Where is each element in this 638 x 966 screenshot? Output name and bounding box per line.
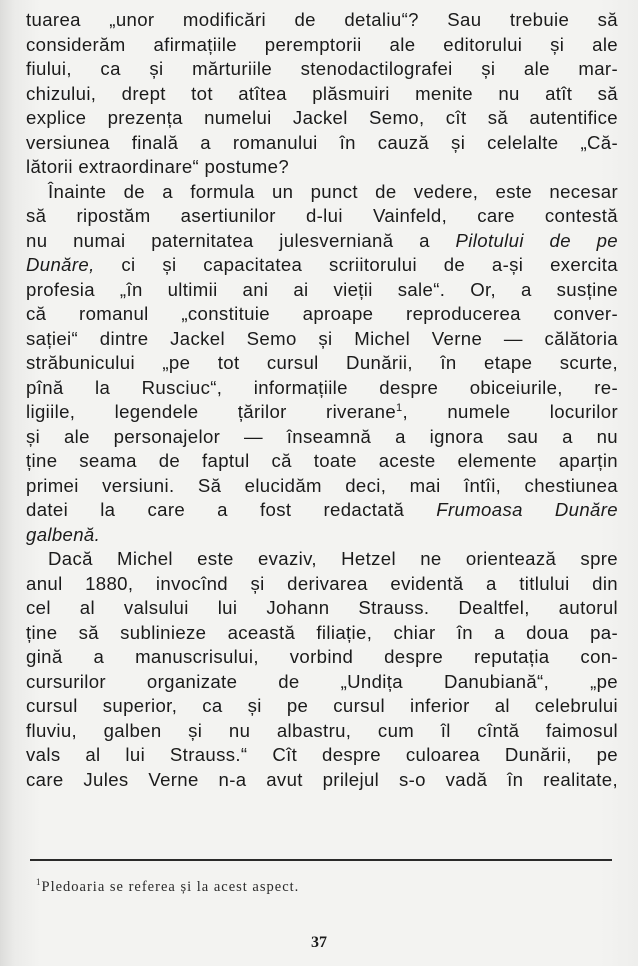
text-line — [26, 57, 618, 82]
text-segment: ligiile, legendele țărilor riverane — [26, 401, 397, 422]
text-line — [26, 33, 618, 58]
text-segment: nu numai paternitatea julesverniană a — [26, 229, 456, 251]
paragraph-start-line — [26, 547, 618, 572]
text-line — [26, 523, 618, 548]
footnote — [36, 879, 299, 896]
text-line — [26, 474, 618, 499]
text-line — [26, 82, 618, 107]
text-line — [26, 743, 618, 768]
text-segment: primei versiuni. Să elucidăm deci, mai întîi, chestiunea — [26, 474, 618, 496]
text-segment: chizului, drept tot atîtea plăsmuiri menite nu atît să — [26, 82, 618, 104]
text-segment: fluviu, galben și nu albastru, cum îl cîntă faimosul — [26, 719, 618, 741]
text-segment: că romanul „constituie aproape reproducerea conver- — [26, 303, 618, 324]
text-line — [26, 327, 618, 352]
book-title-italic: Pilotului de pe — [455, 229, 618, 251]
text-segment: cursurilor organizate de „Undița Danubiană“, „pe — [26, 670, 618, 692]
page-number: 37 — [311, 934, 327, 951]
text-segment: , numele locurilor — [402, 401, 618, 422]
text-segment: pînă la Rusciuc“, informațiile despre obiceiurile, re- — [26, 376, 618, 398]
text-segment: lătorii extraordinare“ postume? — [26, 156, 290, 177]
text-line — [26, 400, 618, 425]
text-segment: considerăm afirmațiile peremptorii ale editorului și ale — [26, 33, 618, 55]
text-line — [26, 449, 618, 474]
book-title-italic: Dunăre, — [26, 254, 95, 275]
text-line — [26, 572, 618, 597]
text-segment: Dacă Michel este evaziv, Hetzel ne orientează spre — [48, 548, 618, 569]
footnote-divider — [30, 859, 612, 861]
text-segment: tuarea „unor modificări de detaliu“? Sau trebuie să — [26, 9, 618, 30]
paragraph-start-line — [26, 180, 618, 205]
book-title-italic: galbenă. — [26, 523, 101, 545]
text-line — [26, 131, 618, 156]
text-line — [26, 645, 618, 670]
footnote-reference: 1 — [396, 401, 403, 414]
footnote-marker: 1 — [36, 877, 42, 888]
text-line — [26, 498, 618, 523]
text-segment: datei la care a fost redactată — [26, 499, 437, 520]
text-line — [26, 204, 618, 229]
text-segment: Înainte de a formula un punct de vedere, este necesar — [48, 180, 618, 202]
text-segment: și ale personajelor — înseamnă a ignora sau a nu — [26, 425, 618, 447]
text-segment: versiunea finală a romanului în cauză și celelalte „Că- — [26, 131, 618, 153]
text-segment: gină a manuscrisului, vorbind despre reputația con- — [26, 646, 618, 667]
text-segment: ține să sublinieze această filiație, chiar în a doua pa- — [26, 621, 618, 643]
text-line — [26, 425, 618, 450]
text-segment: ține seama de faptul că toate aceste elemente aparțin — [26, 450, 618, 471]
text-segment: explice prezența numelui Jackel Semo, cît să autentifice — [26, 107, 618, 128]
text-segment: străbunicului „pe tot cursul Dunării, în etape scurte, — [26, 352, 618, 373]
text-line — [26, 8, 618, 33]
text-segment: profesia „în ultimii ani ai vieții sale“. Or, a susține — [26, 278, 618, 300]
body-text — [26, 8, 618, 792]
text-line — [26, 694, 618, 719]
text-line — [26, 253, 618, 278]
text-segment: sației“ dintre Jackel Semo și Michel Verne — călătoria — [26, 327, 618, 349]
text-line — [26, 376, 618, 401]
text-segment: care Jules Verne n-a avut prilejul s-o vadă în realitate, — [26, 768, 618, 790]
text-line — [26, 155, 618, 180]
text-line — [26, 670, 618, 695]
text-line — [26, 302, 618, 327]
text-segment: anul 1880, invocînd și derivarea evidentă a titlului din — [26, 572, 618, 594]
text-line — [26, 768, 618, 793]
text-segment: ci și capacitatea scriitorului de a-și exercita — [94, 254, 618, 275]
text-segment: cursul superior, ca și pe cursul inferior al celebrului — [26, 695, 618, 716]
text-line — [26, 106, 618, 131]
footnote-text: Pledoaria se referea și la acest aspect. — [41, 879, 300, 895]
text-segment: vals al lui Strauss.“ Cît despre culoarea Dunării, pe — [26, 744, 618, 765]
text-segment: cel al valsului lui Johann Strauss. Dealtfel, autorul — [26, 597, 618, 618]
book-title-italic: Frumoasa Dunăre — [436, 499, 618, 520]
text-line — [26, 621, 618, 646]
text-line — [26, 278, 618, 303]
text-line — [26, 596, 618, 621]
text-line — [26, 351, 618, 376]
text-line — [26, 719, 618, 744]
text-line — [26, 229, 618, 254]
text-segment: fiului, ca și mărturiile stenodactilografei și ale mar- — [26, 58, 618, 79]
text-segment: să ripostăm asertiunilor d-lui Vainfeld, care contestă — [26, 205, 618, 226]
